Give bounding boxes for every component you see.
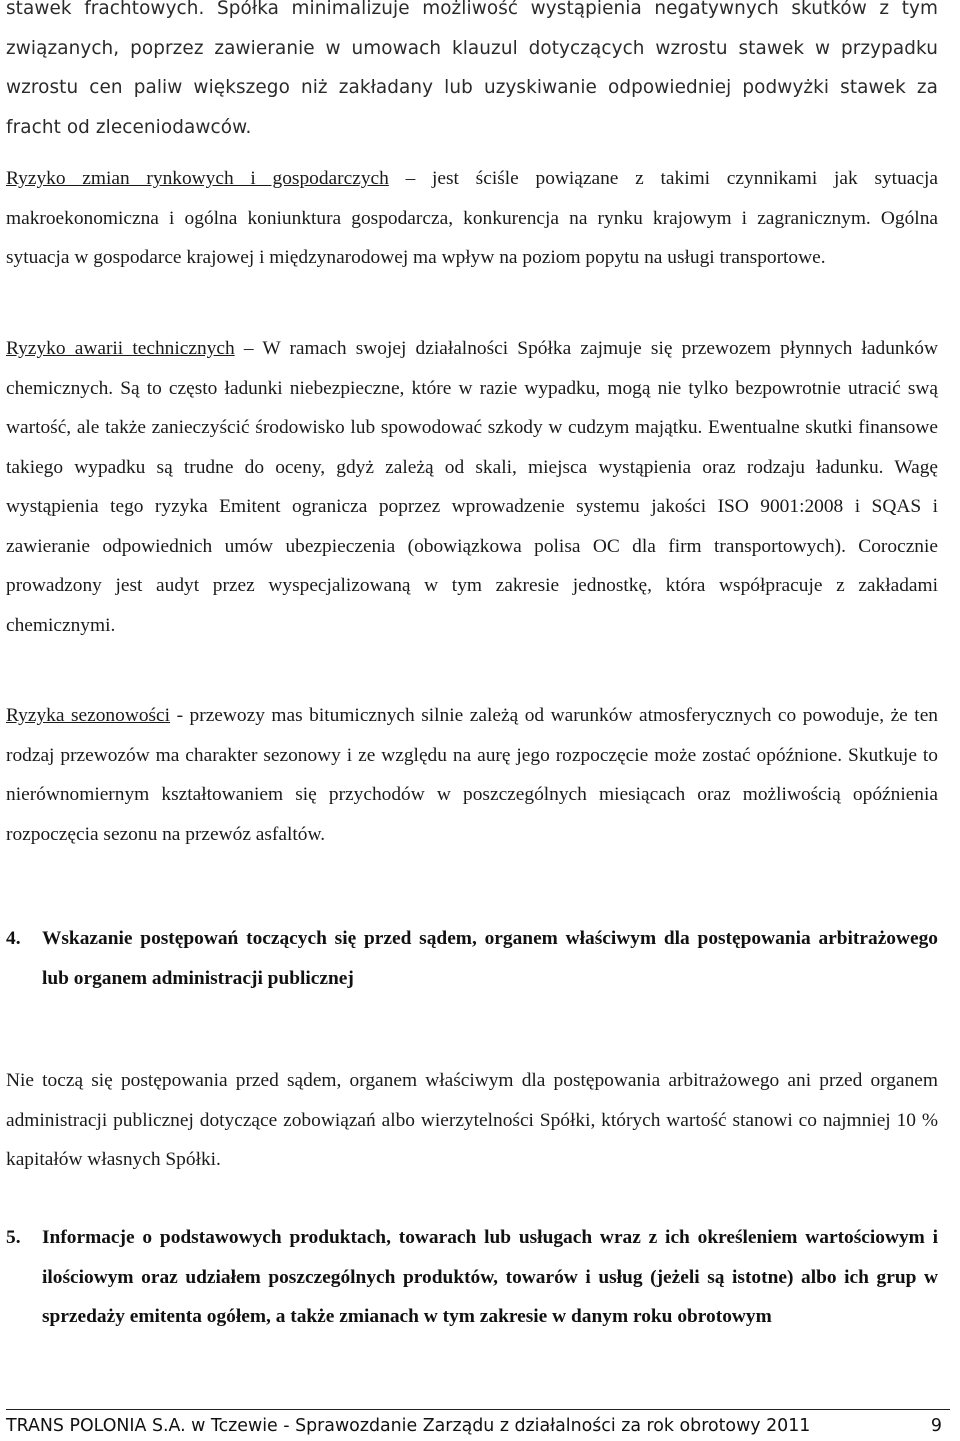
section-heading-5 — [6, 1218, 938, 1337]
footer-title: TRANS POLONIA S.A. w Tczewie - Sprawozdanie Zarządu z działalności za rok obrotowy 2011 — [6, 1416, 811, 1436]
section-heading-4 — [6, 919, 938, 998]
paragraph-text: – W ramach swojej działalności Spółka zajmuje się przewozem płynnych ładunków chemicznych. Są to często ładunki niebezpieczne, które w razie wypadku, mogą nie tylko bezpowrotnie utracić swą wartość, ale także zanieczyścić środowisko lub spowodować szkody w cudzym majątku. Ewentualne skutki finansowe takiego wypadku są trudne do oceny, gdyż zależą od skali, miejsca wystąpienia oraz rodzaju ładunku. Wagę wystąpienia tego ryzyka Emitent ogranicza poprzez wprowadzenie systemu jakości ISO 9001:2008 i SQAS i zawieranie odpowiednich umów ubezpieczenia (obowiązkowa polisa OC dla firm transportowych). Corocznie prowadzony jest audyt przez wyspecjalizowaną w tym zakresie jednostkę, która współpracuje z zakładami chemicznymi. — [6, 338, 938, 636]
paragraph-text: Nie toczą się postępowania przed sądem, organem właściwym dla postępowania arbitrażowego ani przed organem administracji publicznej dotyczące zobowiązań albo wierzytelności Spółki, których wartość stanowi co najmniej 10 % kapitałów własnych Spółki. — [6, 1070, 938, 1170]
paragraph-market-risk — [6, 159, 938, 278]
paragraph-technical-risk — [6, 329, 938, 645]
risk-label: Ryzyko zmian rynkowych i gospodarczych — [6, 168, 389, 189]
paragraph-seasonality-risk — [6, 696, 938, 854]
section-number: 5. — [6, 1227, 21, 1248]
paragraph-fuel-risk — [6, 0, 938, 147]
section-title: Informacje o podstawowych produktach, towarach lub usługach wraz z ich określeniem wartościowym i ilościowym oraz udziałem poszczególnych produktów, towarów i usług (jeżeli są istotne) albo ich grup w sprzedaży emitenta ogółem, a także zmianach w tym zakresie w danym roku obrotowym — [42, 1227, 938, 1327]
section-title: Wskazanie postępowań toczących się przed sądem, organem właściwym dla postępowania arbitrażowego lub organem administracji publicznej — [42, 928, 938, 989]
risk-label: Ryzyka sezonowości — [6, 705, 171, 726]
page-footer — [6, 1409, 950, 1439]
section-number: 4. — [6, 928, 21, 949]
risk-label: Ryzyko awarii technicznych — [6, 338, 235, 359]
paragraph-proceedings — [6, 1061, 938, 1180]
paragraph-text: stawek frachtowych. Spółka minimalizuje możliwość wystąpienia negatywnych skutków z tym związanych, poprzez zawieranie w umowach klauzul dotyczących wzrostu stawek w przypadku wzrostu cen paliw większego niż zakładany lub uzyskiwanie odpowiedniej podwyżki stawek za fracht od zleceniodawców. — [6, 0, 938, 138]
paragraph-text: – jest ściśle powiązane z takimi czynnikami jak sytuacja makroekonomiczna i ogólna koniunktura gospodarcza, konkurencja na rynku krajowym i zagranicznym. Ogólna sytuacja w gospodarce krajowej i międzynarodowej ma wpływ na poziom popytu na usługi transportowe. — [6, 168, 938, 268]
page-number: 9 — [930, 1416, 942, 1436]
paragraph-text: - przewozy mas bitumicznych silnie zależą od warunków atmosferycznych co powoduje, że ten rodzaj przewozów ma charakter sezonowy i ze względu na aurę jego rozpoczęcie może zostać opóźnione. Skutkuje to nierównomiernym kształtowaniem się przychodów w poszczególnych miesiącach oraz możliwością opóźnienia rozpoczęcia sezonu na przewóz asfaltów. — [6, 705, 938, 845]
